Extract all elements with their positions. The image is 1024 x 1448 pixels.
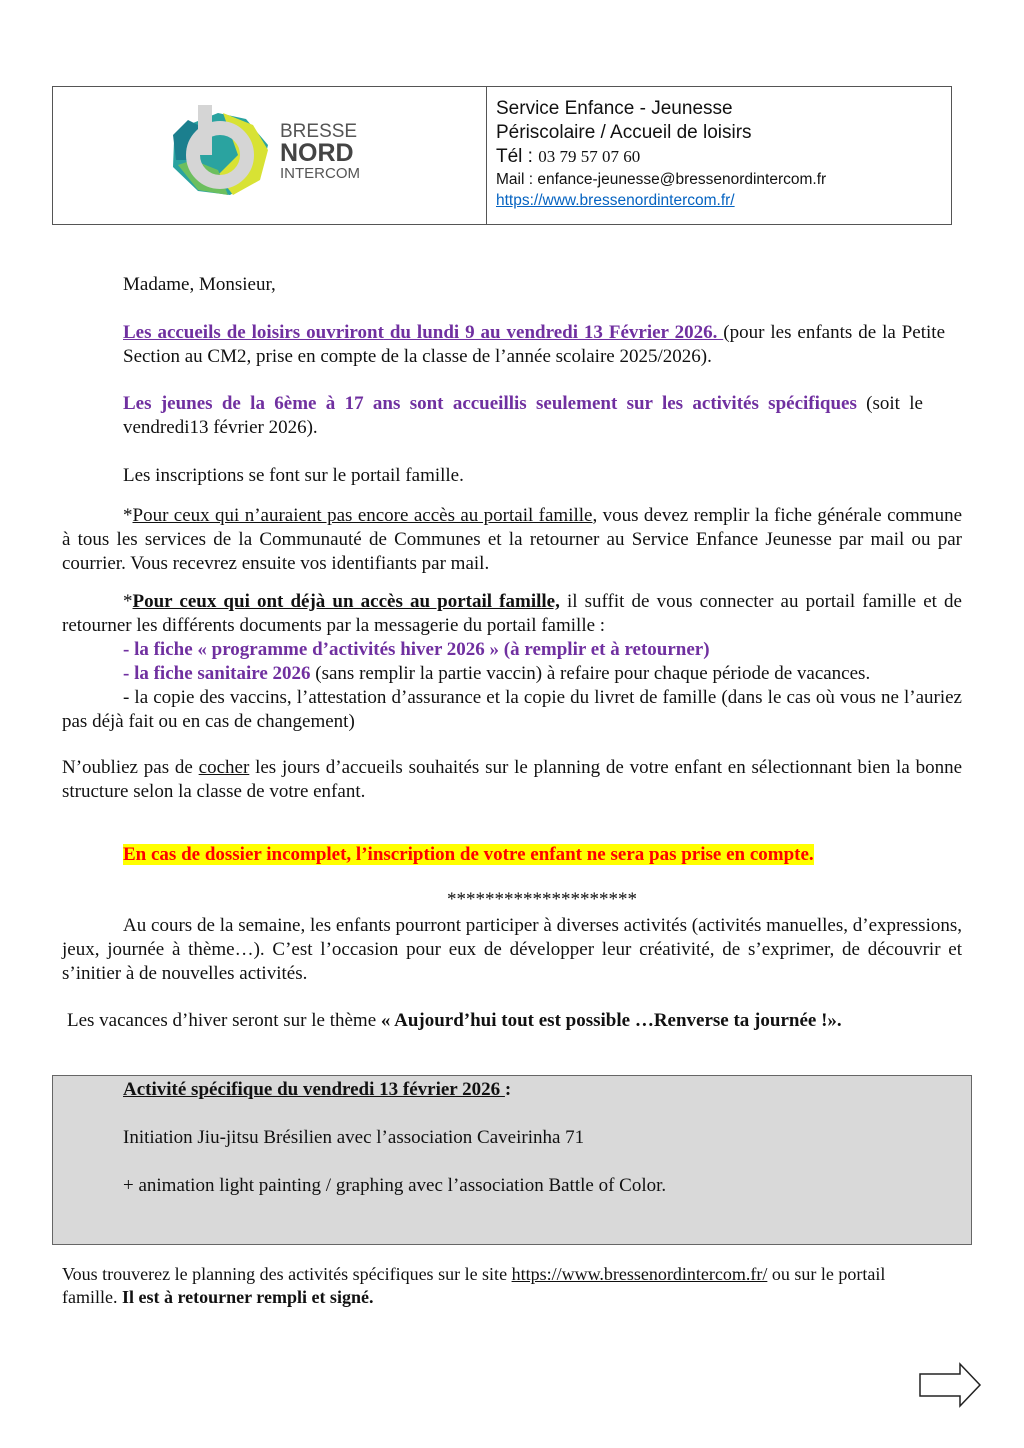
opening-note: (pour les enfants de la Petite Section au CM2, prise en compte de la classe de l’année scolaire 2025/2026). (123, 322, 946, 367)
list-item-programme: - la fiche « programme d’activités hiver 2026 » (à remplir et à retourner) (123, 639, 710, 660)
paragraph-no-access (62, 504, 962, 576)
footer-text-b: ou sur le portail famille. (62, 1264, 886, 1307)
activity-box (52, 1075, 972, 1245)
list-item-copies: - la copie des vaccins, l’attestation d’assurance et la copie du livret de famille (dans le cas où vous ne l’auriez pas déjà fait ou en cas de changement) (62, 687, 962, 732)
youth-text: Les jeunes de la 6ème à 17 ans sont accueillis seulement sur les activités spécifiques (123, 393, 857, 414)
phone-line (496, 145, 826, 169)
paragraph-activities: Au cours de la semaine, les enfants pourront participer à diverses activités (activités manuelles, d’expressions, jeux, journée à thème…). C’est l’occasion pour eux de développer leur créativité, de s’exprimer, de découvrir et s’initier à de nouvelles activités. (62, 915, 962, 984)
service-subtitle: Périscolaire / Accueil de loisirs (496, 122, 752, 143)
reminder-a: N’oubliez pas de (62, 757, 199, 778)
paragraph-registration: Les inscriptions se font sur le portail famille. (123, 465, 464, 486)
reminder-c: les jours d’accueils souhaités sur le planning de votre enfant en sélectionnant bien la bonne structure selon la classe de votre enfant. (62, 757, 963, 802)
paragraph-youth (123, 392, 923, 440)
sanitaire-text: (sans remplir la partie vaccin) à refaire pour chaque période de vacances. (310, 663, 871, 684)
website-link[interactable]: https://www.bressenordintercom.fr/ (496, 192, 735, 209)
footer-note (62, 1263, 942, 1309)
list-item-sanitaire (62, 662, 962, 686)
greeting: Madame, Monsieur, (123, 274, 276, 295)
youth-note: (soit le vendredi13 février 2026). (123, 393, 923, 438)
no-access-text: , vous devez remplir la fiche générale commune à tous les services de la Communauté de Communes et la retourner au Service Enfance Jeunesse par mail ou par courrier. Vous recevrez ensuite vos identifiants par mail. (62, 505, 962, 574)
mail-label: Mail : (496, 171, 538, 188)
activity-line-2: + animation light painting / graphing avec l’association Battle of Color. (123, 1175, 667, 1196)
mail-address[interactable]: enfance-jeunesse@bressenordintercom.fr (537, 171, 827, 188)
asterisk: * (123, 505, 133, 526)
activity-title-text: Activité spécifique du vendredi 13 février 2026 (123, 1079, 505, 1100)
next-page-arrow-icon (918, 1362, 982, 1408)
mail-line (496, 169, 826, 190)
logo-emblem-icon (168, 105, 273, 200)
logo-line1: BRESSE (280, 121, 358, 142)
warning-text: En cas de dossier incomplet, l’inscription de votre enfant ne sera pas prise en compte. (123, 844, 814, 865)
phone-number: 03 79 57 07 60 (538, 147, 641, 166)
opening-text: Les accueils de loisirs ouvriront (123, 322, 384, 343)
paragraph-reminder (62, 756, 962, 804)
footer-link[interactable]: https://www.bressenordintercom.fr/ (511, 1264, 768, 1284)
activity-title-colon: : (504, 1079, 512, 1100)
activity-line-1: Initiation Jiu-jitsu Brésilien avec l’association Caveirinha 71 (123, 1127, 585, 1148)
asterisk: * (123, 591, 133, 612)
paragraph-dates (123, 321, 945, 369)
sanitaire-label: - la fiche sanitaire 2026 (123, 663, 311, 684)
footer-text-c: Il est à retourner rempli et signé. (121, 1287, 374, 1307)
warning (123, 843, 814, 867)
no-access-label: Pour ceux qui n’auraient pas encore accès au portail famille (132, 505, 593, 526)
separator: ******************** (447, 889, 637, 910)
phone-label: Tél : (496, 146, 539, 167)
logo-wordmark (280, 122, 360, 181)
opening-dates: du lundi 9 au vendredi 13 Février 2026. (383, 322, 724, 343)
footer-text-a: Vous trouverez le planning des activités spécifiques sur le site (62, 1264, 512, 1284)
service-info (487, 87, 826, 224)
theme-intro: Les vacances d’hiver seront sur le thème (67, 1010, 381, 1031)
paragraph-theme (67, 1009, 842, 1033)
paragraph-has-access (62, 590, 962, 734)
theme-title: « Aujourd’hui tout est possible …Renverse ta journée !». (380, 1010, 842, 1031)
activity-title (123, 1078, 511, 1102)
has-access-label: Pour ceux qui ont déjà un accès au portail famille, (132, 591, 560, 612)
has-access-text: il suffit de vous connecter au portail famille et de retourner les différents documents par la messagerie du portail famille : (62, 591, 962, 636)
logo (53, 87, 487, 224)
logo-line2: NORD (280, 139, 354, 167)
reminder-cocher: cocher (198, 757, 250, 778)
logo-line3: INTERCOM (280, 165, 360, 182)
service-title: Service Enfance - Jeunesse (496, 98, 733, 119)
header-table (52, 86, 952, 225)
